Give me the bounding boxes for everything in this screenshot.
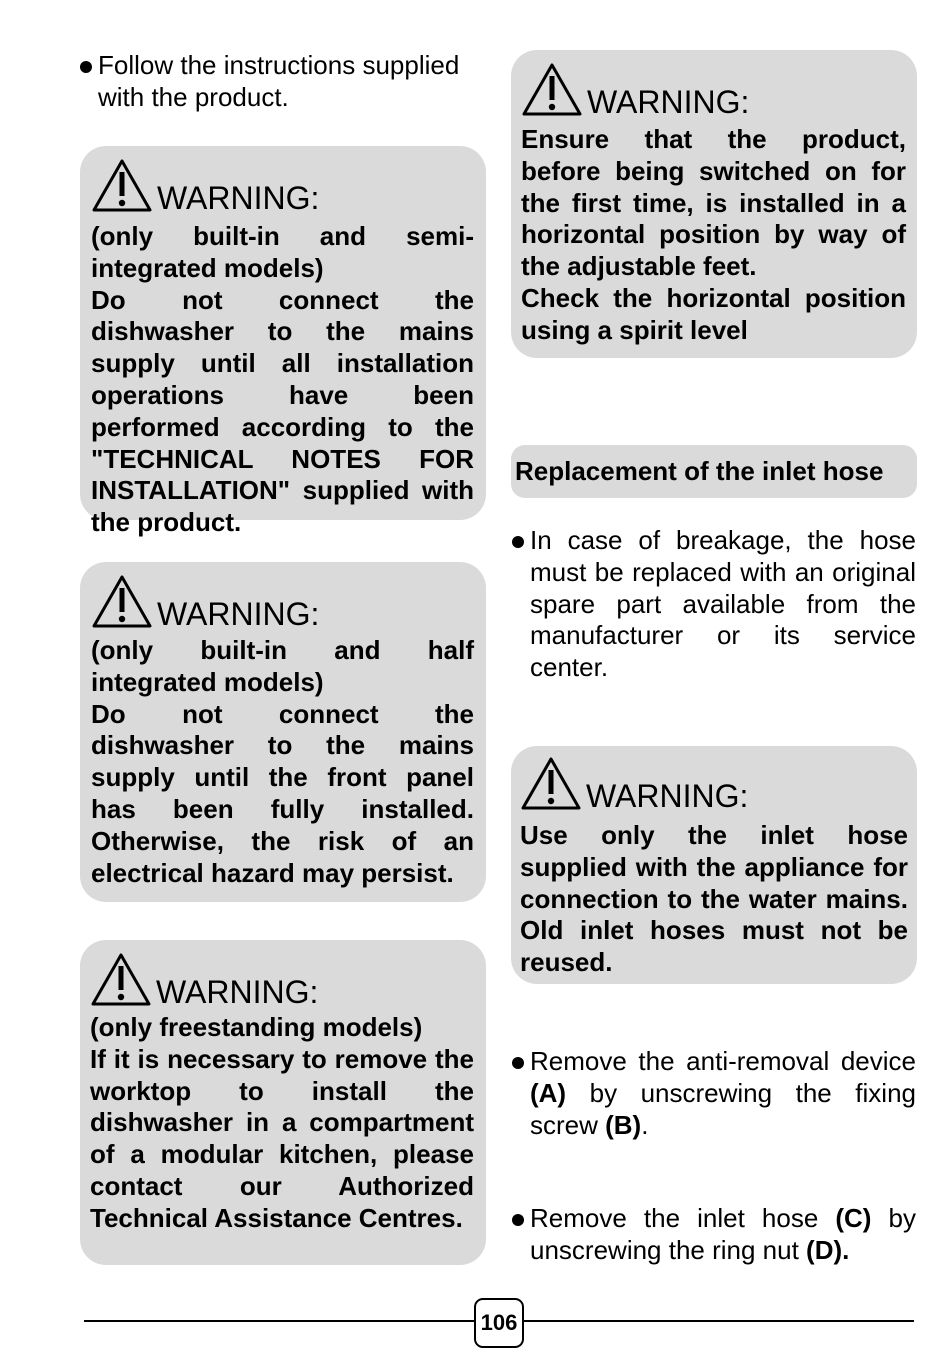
ref-c-label: (C): [835, 1203, 872, 1233]
intro-bullet: Follow the instructions supplied with the product.: [80, 50, 486, 114]
warning-triangle-icon: [90, 952, 152, 1008]
remove-device-bullet: [512, 1046, 916, 1141]
remove-hose-text-1: Remove the inlet hose: [530, 1203, 836, 1233]
remove-device-text-2: by unscrewing the fixing screw: [530, 1077, 916, 1140]
warning-header: [90, 952, 474, 1008]
warning-body: Use only the inlet hose supplied with the appliance for connection to the water mains. Old inlet hoses must not be reused.: [520, 820, 908, 978]
section-heading: Replacement of the inlet hose: [511, 445, 917, 498]
warning-subtitle: (only built-in and half integrated models): [91, 635, 474, 697]
ref-a-label: (A): [530, 1077, 567, 1108]
warning-triangle-icon: [520, 756, 582, 812]
warning-header: [91, 574, 474, 630]
warning-triangle-icon: [521, 62, 583, 118]
warning-title: WARNING:: [156, 974, 319, 1010]
warning-box-freestanding: [80, 940, 486, 1265]
remove-hose-bullet: [512, 1203, 916, 1267]
warning-title: WARNING:: [157, 180, 320, 216]
warning-title: WARNING:: [586, 778, 749, 814]
remove-device-text-3: .: [641, 1109, 649, 1140]
warning-triangle-icon: [91, 574, 153, 630]
footer-rule-left: [84, 1320, 474, 1322]
ref-d-label: (D).: [806, 1234, 850, 1265]
warning-body-secondary: Check the horizontal position using a spirit level: [521, 282, 906, 345]
warning-body: If it is necessary to remove the worktop to install the dishwasher in a compartment of a modular kitchen, please contact our Authorized Technical Assistance Centres.: [90, 1043, 474, 1233]
warning-box-semi-integrated: [80, 146, 486, 538]
breakage-bullet: In case of breakage, the hose must be replaced with an original spare part available from the manufacturer or its service center.: [512, 525, 916, 684]
warning-header: [91, 158, 474, 214]
warning-triangle-icon: [91, 158, 153, 214]
left-column: [80, 50, 486, 114]
warning-box-half-integrated: [80, 562, 486, 902]
warning-box-horizontal-position: [511, 50, 917, 358]
warning-body: Ensure that the product, before being switched on for the first time, is installed in a horizontal position by way of the adjustable feet.: [521, 124, 906, 282]
breakage-bullet-wrap: [512, 525, 916, 684]
footer-rule-right: [522, 1320, 914, 1322]
remove-hose-bullet-wrap: [512, 1203, 916, 1267]
remove-device-text-1: Remove the anti-removal device: [530, 1046, 916, 1076]
ref-b-label: (B): [605, 1109, 642, 1140]
warning-body: Do not connect the dishwasher to the mains supply until all installation operations have been performed according to the "TECHNICAL NOTES FOR INSTALLATION" supplied with the product.: [91, 284, 474, 538]
warning-box-inlet-hose: [511, 746, 917, 984]
warning-title: WARNING:: [157, 596, 320, 632]
remove-hose-text-2: by unscrewing the ring nut: [530, 1203, 916, 1265]
warning-header: [520, 756, 908, 812]
warning-subtitle: (only freestanding models): [90, 1012, 423, 1042]
remove-device-bullet-wrap: [512, 1046, 916, 1141]
warning-title: WARNING:: [587, 84, 750, 120]
warning-subtitle: (only built-in and semi-integrated models): [91, 221, 474, 283]
warning-header: [521, 62, 906, 118]
page-number: 106: [474, 1298, 524, 1348]
warning-body: Do not connect the dishwasher to the mains supply until the front panel has been fully installed. Otherwise, the risk of an electrical hazard may persist.: [91, 698, 474, 888]
